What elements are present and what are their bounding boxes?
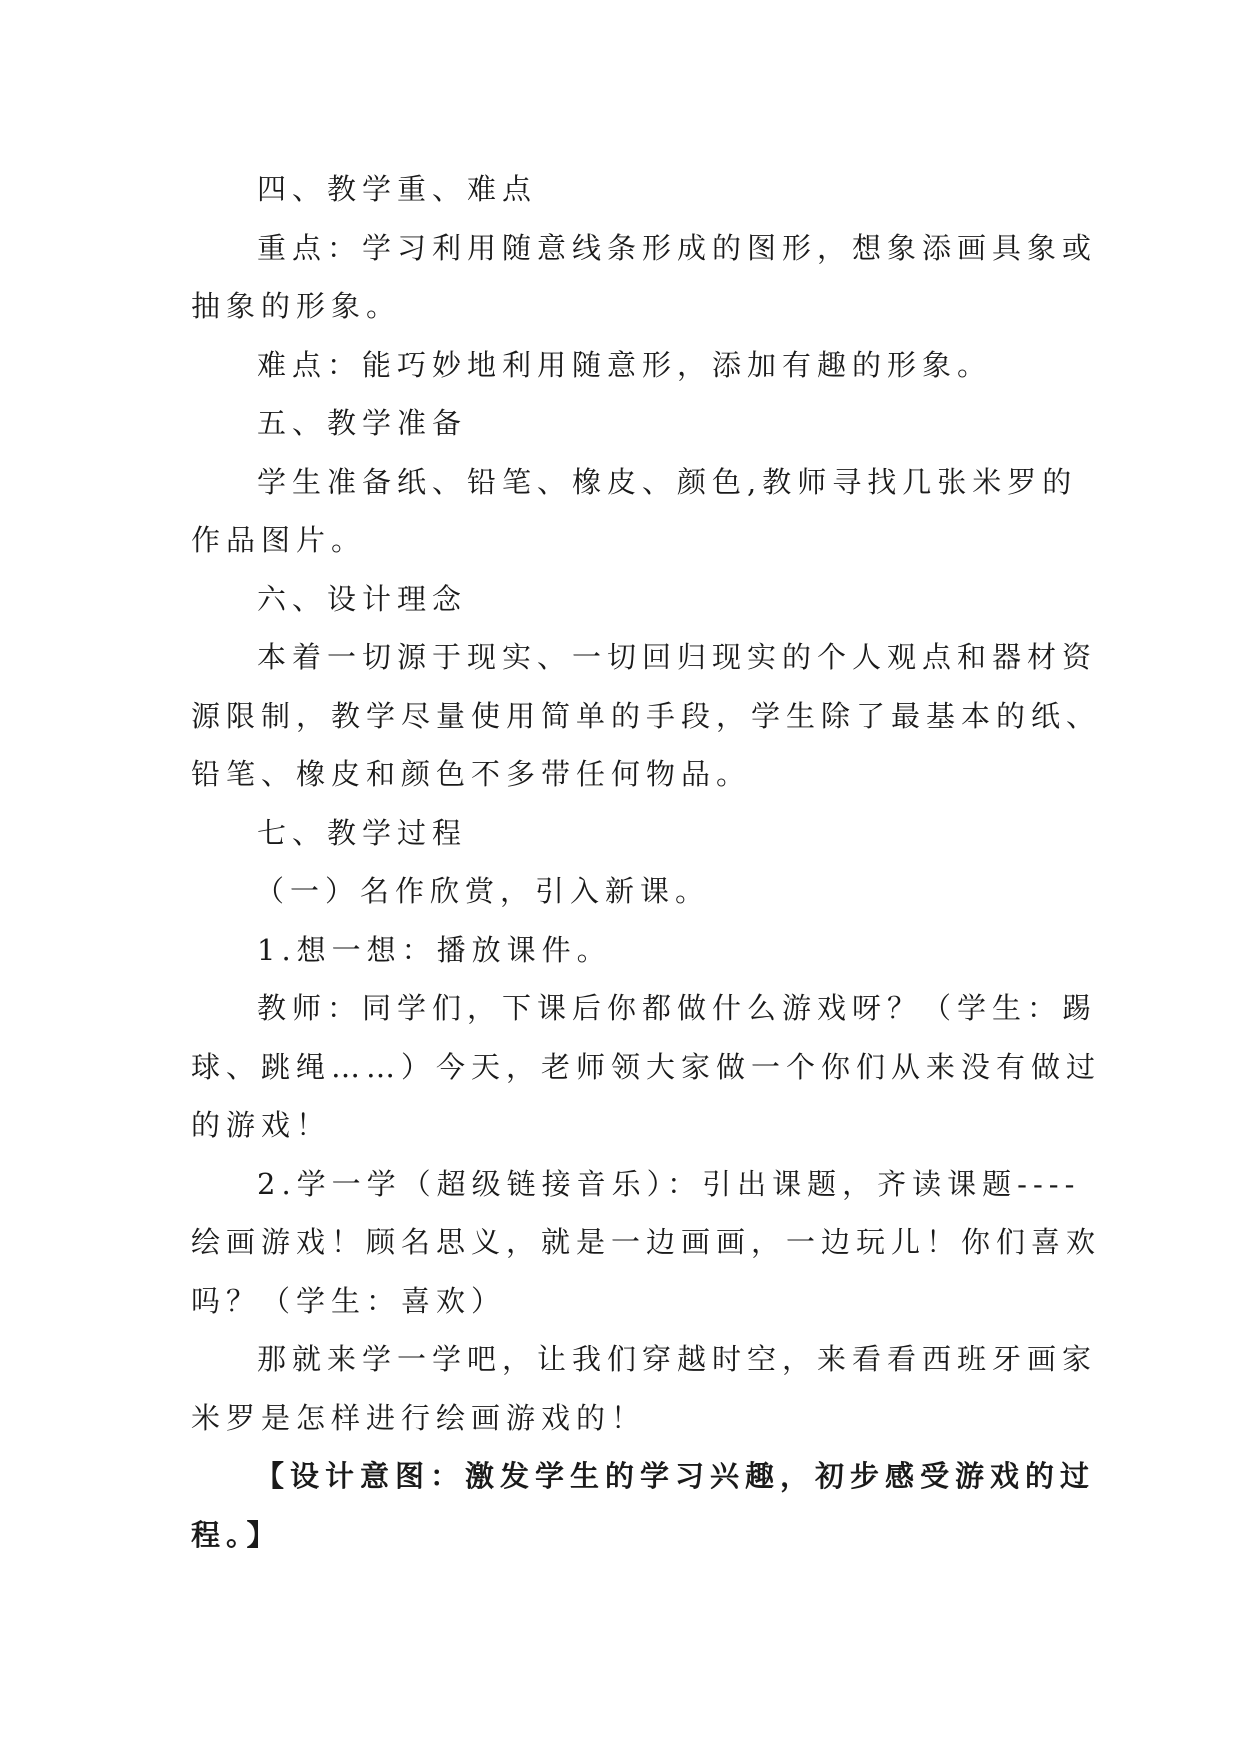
paragraph-line: 源限制，教学尽量使用简单的手段，学生除了最基本的纸、 [191,698,1102,733]
section-heading-design-concept: 六、设计理念 [257,581,468,616]
paragraph-line: 2.学一学（超级链接音乐）：引出课题，齐读课题---- [257,1166,1081,1201]
design-intent-note: 程。】 [191,1517,282,1552]
paragraph-line: 米罗是怎样进行绘画游戏的！ [191,1400,647,1435]
paragraph-line: 球、跳绳……）今天，老师领大家做一个你们从来没有做过 [191,1049,1102,1084]
design-intent-note: 【设计意图：激发学生的学习兴趣，初步感受游戏的过 [255,1459,1096,1493]
section-heading-teaching-process: 七、教学过程 [257,815,468,850]
paragraph-line: 难点：能巧妙地利用随意形，添加有趣的形象。 [257,347,993,382]
subsection-heading: （一）名作欣赏，引入新课。 [255,874,711,908]
document-body [191,160,1102,1564]
paragraph-line: 那就来学一学吧，让我们穿越时空，来看看西班牙画家 [257,1342,1098,1376]
paragraph-line: 铅笔、橡皮和颜色不多带任何物品。 [191,757,752,791]
paragraph-line: 学生准备纸、铅笔、橡皮、颜色,教师寻找几张米罗的 [257,464,1078,499]
paragraph-line: 1.想一想：播放课件。 [257,932,612,967]
paragraph-line: 的游戏！ [191,1108,332,1142]
section-heading-key-points: 四、教学重、难点 [257,172,538,206]
paragraph-line: 绘画游戏！顾名思义，就是一边画画，一边玩儿！你们喜欢 [191,1225,1102,1259]
paragraph-line: 重点：学习利用随意线条形成的图形，想象添画具象或 [257,230,1098,265]
section-heading-preparation: 五、教学准备 [257,406,468,440]
paragraph-line: 吗？（学生：喜欢） [191,1283,507,1318]
paragraph-line: 作品图片。 [191,523,367,557]
paragraph-line: 抽象的形象。 [191,289,402,323]
paragraph-line: 教师：同学们，下课后你都做什么游戏呀？（学生：踢 [257,991,1098,1025]
paragraph-line: 本着一切源于现实、一切回归现实的个人观点和器材资 [257,640,1098,674]
